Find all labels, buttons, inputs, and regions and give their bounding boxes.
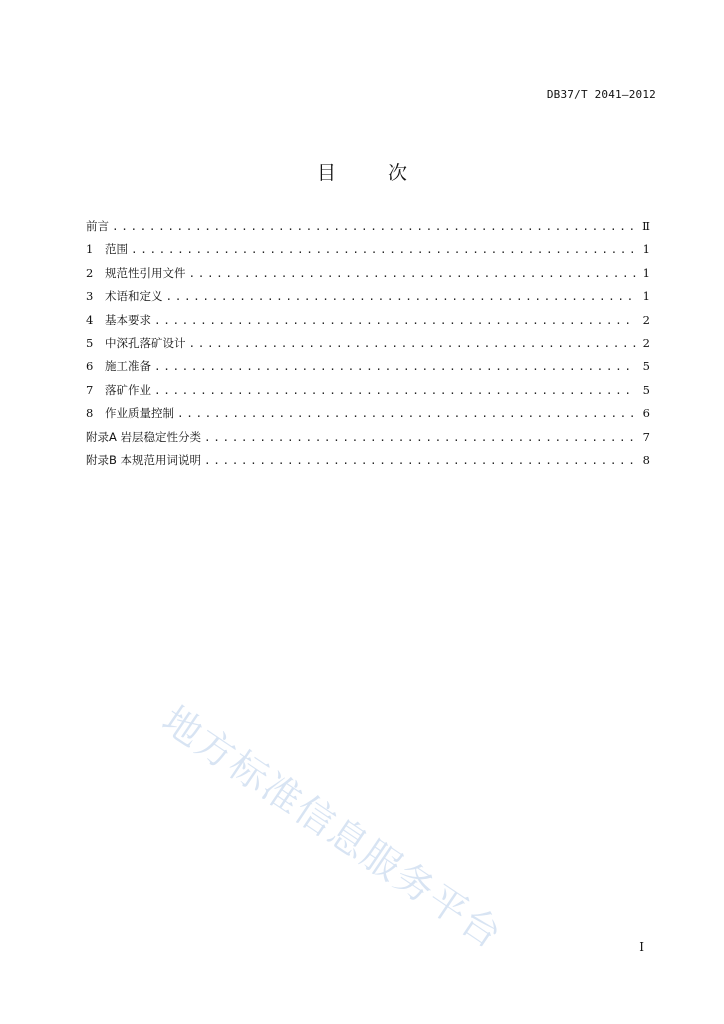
toc-title-char: 目: [316, 162, 336, 184]
toc-entry-label: 术语和定义: [105, 289, 163, 304]
toc-title-char: 次: [388, 162, 408, 184]
watermark: 地方标准信息服务平台: [154, 697, 511, 958]
toc-entry-appendix-a[interactable]: [86, 429, 650, 452]
page-number: I: [639, 940, 644, 954]
toc-entry-label: 范围: [105, 242, 128, 257]
toc-entry-blasting-operation[interactable]: [86, 382, 650, 405]
toc-entry-number: 4: [86, 312, 94, 327]
toc-entry-number: 2: [86, 265, 94, 280]
toc-entry-number: 8: [86, 406, 94, 421]
toc-entry-normative-references[interactable]: [86, 265, 650, 288]
toc-entry-label: 附录A 岩层稳定性分类: [86, 429, 202, 444]
toc-entry-number: 6: [86, 359, 94, 374]
toc-entry-page: 7: [642, 429, 650, 444]
toc-entry-number: 3: [86, 289, 94, 304]
toc-list: [86, 218, 650, 475]
toc-entry-page: 2: [642, 312, 650, 327]
toc-entry-page: 1: [642, 289, 650, 304]
toc-entry-page: 5: [642, 359, 650, 374]
toc-entry-label: 规范性引用文件: [105, 265, 186, 280]
dot-leader: [189, 267, 637, 280]
toc-entry-label: 落矿作业: [105, 382, 151, 397]
toc-entry-page: 8: [642, 452, 650, 467]
document-code: DB37/T 2041—2012: [546, 88, 656, 101]
toc-entry-preparation[interactable]: [86, 358, 650, 381]
toc-entry-number: 5: [86, 335, 94, 350]
toc-entry-label: 施工准备: [105, 359, 151, 374]
dot-leader: [204, 431, 636, 444]
dot-leader: [131, 243, 636, 256]
toc-entry-quality-control[interactable]: [86, 405, 650, 428]
toc-entry-appendix-b[interactable]: [86, 452, 650, 475]
toc-entry-label: 基本要求: [105, 312, 151, 327]
toc-entry-foreword[interactable]: [86, 218, 650, 241]
dot-leader: [189, 337, 637, 350]
toc-title: [0, 158, 724, 185]
dot-leader: [166, 290, 637, 303]
toc-entry-basic-requirements[interactable]: [86, 312, 650, 335]
dot-leader: [112, 220, 636, 233]
dot-leader: [154, 384, 636, 397]
toc-entry-page: 1: [642, 242, 650, 257]
toc-entry-label: 前言: [86, 219, 109, 233]
toc-entry-label: 作业质量控制: [105, 406, 174, 421]
dot-leader: [177, 407, 636, 420]
toc-entry-page: Ⅱ: [642, 219, 650, 233]
toc-entry-number: 7: [86, 382, 94, 397]
dot-leader: [154, 314, 636, 327]
toc-entry-terms-definitions[interactable]: [86, 288, 650, 311]
toc-entry-label: 附录B 本规范用词说明: [86, 452, 202, 467]
dot-leader: [204, 454, 636, 467]
toc-entry-number: 1: [86, 242, 94, 257]
dot-leader: [154, 360, 636, 373]
toc-entry-page: 5: [642, 382, 650, 397]
toc-entry-label: 中深孔落矿设计: [105, 335, 186, 350]
toc-entry-page: 2: [642, 335, 650, 350]
toc-entry-page: 1: [642, 265, 650, 280]
toc-entry-design[interactable]: [86, 335, 650, 358]
toc-entry-scope[interactable]: [86, 241, 650, 264]
toc-entry-page: 6: [642, 406, 650, 421]
